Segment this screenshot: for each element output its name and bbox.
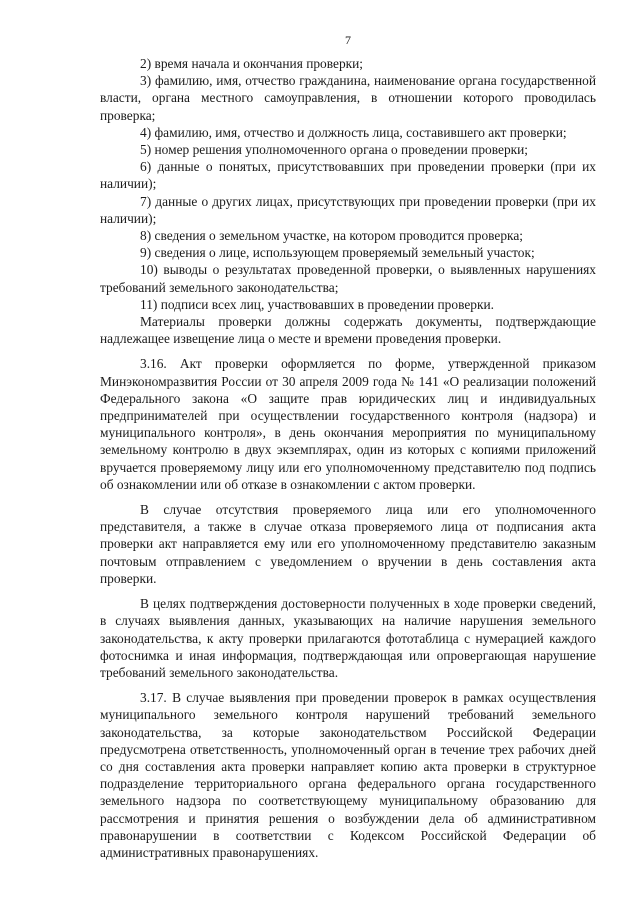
list-item-2: 2) время начала и окончания проверки; <box>140 56 364 71</box>
absence-paragraph: В случае отсутствия проверяемого лица или его уполномоченного представителя, а также в случае отказа проверяемого лица от подписания акта проверки акт направляется ему или его уполномоченному представителю заказным почтовым отправлением с уведомлением о вручении в день составления акта проверки. <box>100 502 596 586</box>
document-body <box>100 55 596 861</box>
list-item-10: 10) выводы о результатах проведенной проверки, о выявленных нарушениях требований земельного законодательства; <box>100 262 596 295</box>
materials-paragraph: Материалы проверки должны содержать документы, подтверждающие надлежащее извещение лица о месте и времени проведения проверки. <box>100 314 596 347</box>
section-3-16-paragraph: 3.16. Акт проверки оформляется по форме, утвержденной приказом Минэкономразвития России от 30 апреля 2009 года № 141 «О реализации положений Федерального закона «О защите прав юридических лиц и индивидуальных предпринимателей при осуществлении государственного контроля (надзора) и муниципального контроля», в день окончания мероприятия по муниципальному земельному контролю в двух экземплярах, один из которых с копиями приложений вручается проверяемому лицу или его уполномоченному представителю под подпись об ознакомлении или об отказе в ознакомлении с актом проверки. <box>100 356 596 492</box>
list-item-3: 3) фамилию, имя, отчество гражданина, наименование органа государственной власти, органа местного самоуправления, в отношении которого проводилась проверка; <box>100 73 596 123</box>
list-item-8: 8) сведения о земельном участке, на котором проводится проверка; <box>140 228 524 244</box>
list-item-6: 6) данные о понятых, присутствовавших при проведении проверки (при их наличии); <box>100 159 596 192</box>
page-number: 7 <box>345 33 351 47</box>
list-item-5: 5) номер решения уполномоченного органа о проведении проверки; <box>140 142 529 158</box>
section-3-17-paragraph: 3.17. В случае выявления при проведении проверок в рамках осуществления муниципального земельного контроля нарушений требований земельного законодательства, за которые законодательством Российской Федерации предусмотрена ответственность, уполномоченный орган в течение трех рабочих дней со дня составления акта проверки направляет копию акта проверки в структурное подразделение территориального органа федерального органа государственного земельного надзора по соответствующему муниципальному образованию для рассмотрения и принятия решения о возбуждении дела об административном правонарушении в соответствии с Кодексом Российской Федерации об административных правонарушениях. <box>100 690 596 860</box>
list-item-4: 4) фамилию, имя, отчество и должность лица, составившего акт проверки; <box>140 124 567 140</box>
list-item-7: 7) данные о других лицах, присутствующих при проведении проверки (при их наличии); <box>100 193 596 226</box>
photo-evidence-paragraph: В целях подтверждения достоверности полученных в ходе проверки сведений, в случаях выявления данных, указывающих на наличие нарушения земельного законодательства, к акту проверки прилагаются фототаблица с нумерацией каждого фотоснимка и иная информация, подтверждающая или опровергающая нарушение требований земельного законодательства. <box>100 596 596 680</box>
list-item-9: 9) сведения о лице, использующем проверяемый земельный участок; <box>140 245 535 261</box>
list-item-11: 11) подписи всех лиц, участвовавших в проведении проверки. <box>140 296 494 312</box>
